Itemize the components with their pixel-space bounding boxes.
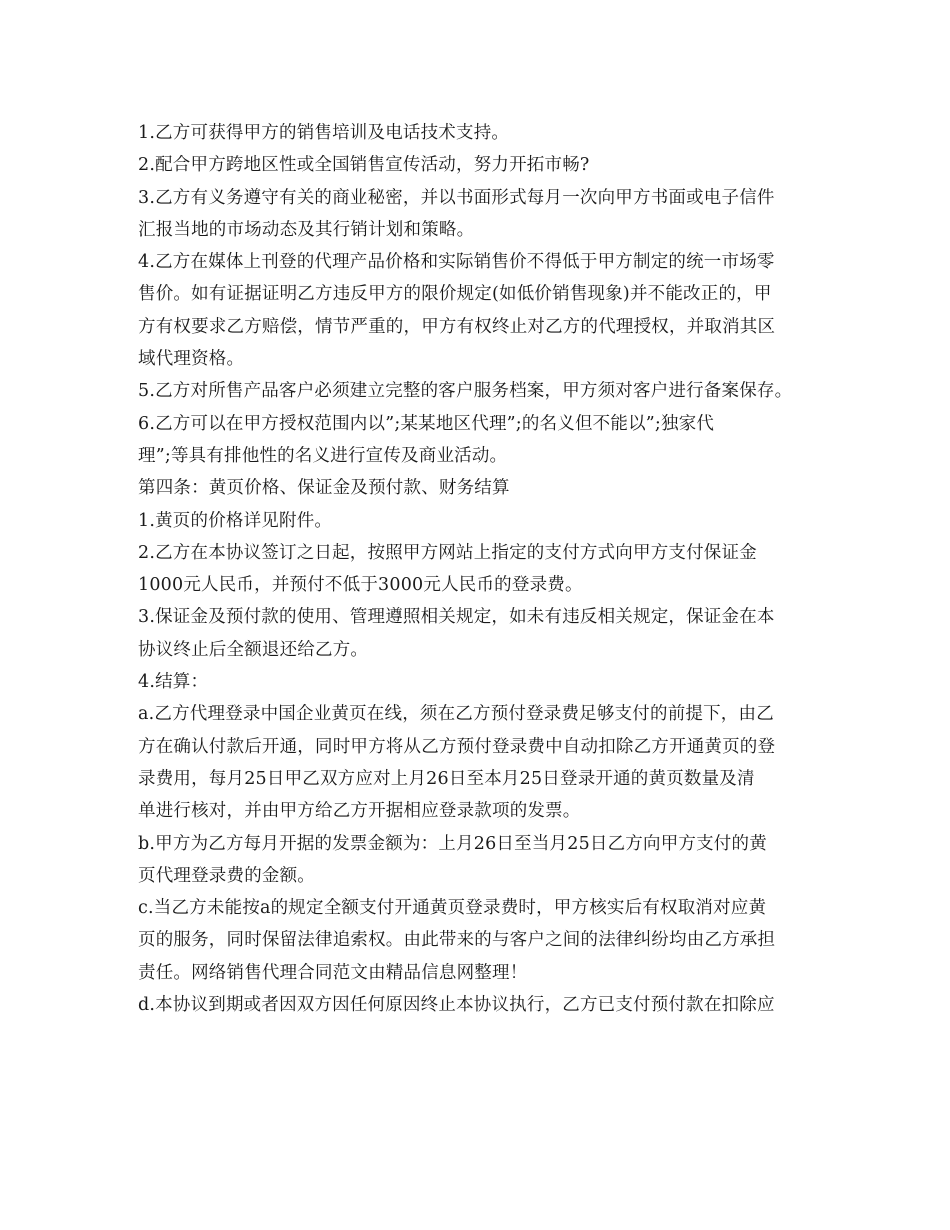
- text-line: 售价。如有证据证明乙方违反甲方的限价规定(如低价销售现象)并不能改正的，甲: [138, 284, 772, 305]
- text-line: 录费用，每月25日甲乙双方应对上月26日至本月25日登录开通的黄页数量及清: [138, 768, 755, 789]
- text-line: d.本协议到期或者因双方因任何原因终止本协议执行，乙方已支付预付款在扣除应: [138, 995, 775, 1016]
- text-line: 3.乙方有义务遵守有关的商业秘密，并以书面形式每月一次向甲方书面或电子信件: [138, 187, 775, 208]
- text-line: 5.乙方对所售产品客户必须建立完整的客户服务档案，甲方须对客户进行备案保存。: [138, 381, 793, 402]
- text-line: b.甲方为乙方每月开据的发票金额为：上月26日至当月25日乙方向甲方支付的黄: [138, 833, 767, 854]
- text-line: 1.黄页的价格详见附件。: [138, 510, 333, 531]
- text-line: 方在确认付款后开通，同时甲方将从乙方预付登录费中自动扣除乙方开通黄页的登: [138, 736, 776, 757]
- text-line: 1.乙方可获得甲方的销售培训及电话技术支持。: [138, 123, 510, 143]
- text-line: 4.乙方在媒体上刊登的代理产品价格和实际销售价不得低于甲方制定的统一市场零: [138, 252, 775, 273]
- text-line: 方有权要求乙方赔偿，情节严重的，甲方有权终止对乙方的代理授权，并取消其区: [138, 316, 776, 337]
- text-line: 页代理登录费的金额。: [138, 865, 315, 886]
- text-line: a.乙方代理登录中国企业黄页在线，须在乙方预付登录费足够支付的前提下，由乙: [138, 704, 774, 725]
- section-heading: 第四条：黄页价格、保证金及预付款、财务结算: [138, 478, 510, 499]
- text-line: c.当乙方未能按a的规定全额支付开通黄页登录费时，甲方核实后有权取消对应黄: [138, 898, 767, 919]
- text-line: 汇报当地的市场动态及其行销计划和策略。: [138, 219, 475, 240]
- text-line: 协议终止后全额退还给乙方。: [138, 639, 369, 660]
- text-line: 3.保证金及预付款的使用、管理遵照相关规定，如未有违反相关规定，保证金在本: [138, 607, 775, 628]
- text-line: 理”;等具有排他性的名义进行宣传及商业活动。: [138, 445, 508, 466]
- text-line: 域代理资格。: [138, 349, 245, 370]
- text-line: 2.乙方在本协议签订之日起，按照甲方网站上指定的支付方式向甲方支付保证金: [138, 542, 757, 563]
- document-body: [138, 117, 818, 1021]
- text-line: 责任。网络销售代理合同范文由精品信息网整理！: [138, 962, 528, 983]
- text-line: 1000元人民币，并预付不低于3000元人民币的登录费。: [138, 575, 583, 596]
- text-line: 4.结算：: [138, 672, 209, 693]
- text-line: 单进行核对，并由甲方给乙方开据相应登录款项的发票。: [138, 801, 581, 822]
- text-line: 6.乙方可以在甲方授权范围内以”;某某地区代理”;的名义但不能以”;独家代: [138, 413, 715, 434]
- text-line: 2.配合甲方跨地区性或全国销售宣传活动，努力开拓市畅?: [138, 155, 590, 176]
- text-line: 页的服务，同时保留法律追索权。由此带来的与客户之间的法律纠纷均由乙方承担: [138, 930, 776, 951]
